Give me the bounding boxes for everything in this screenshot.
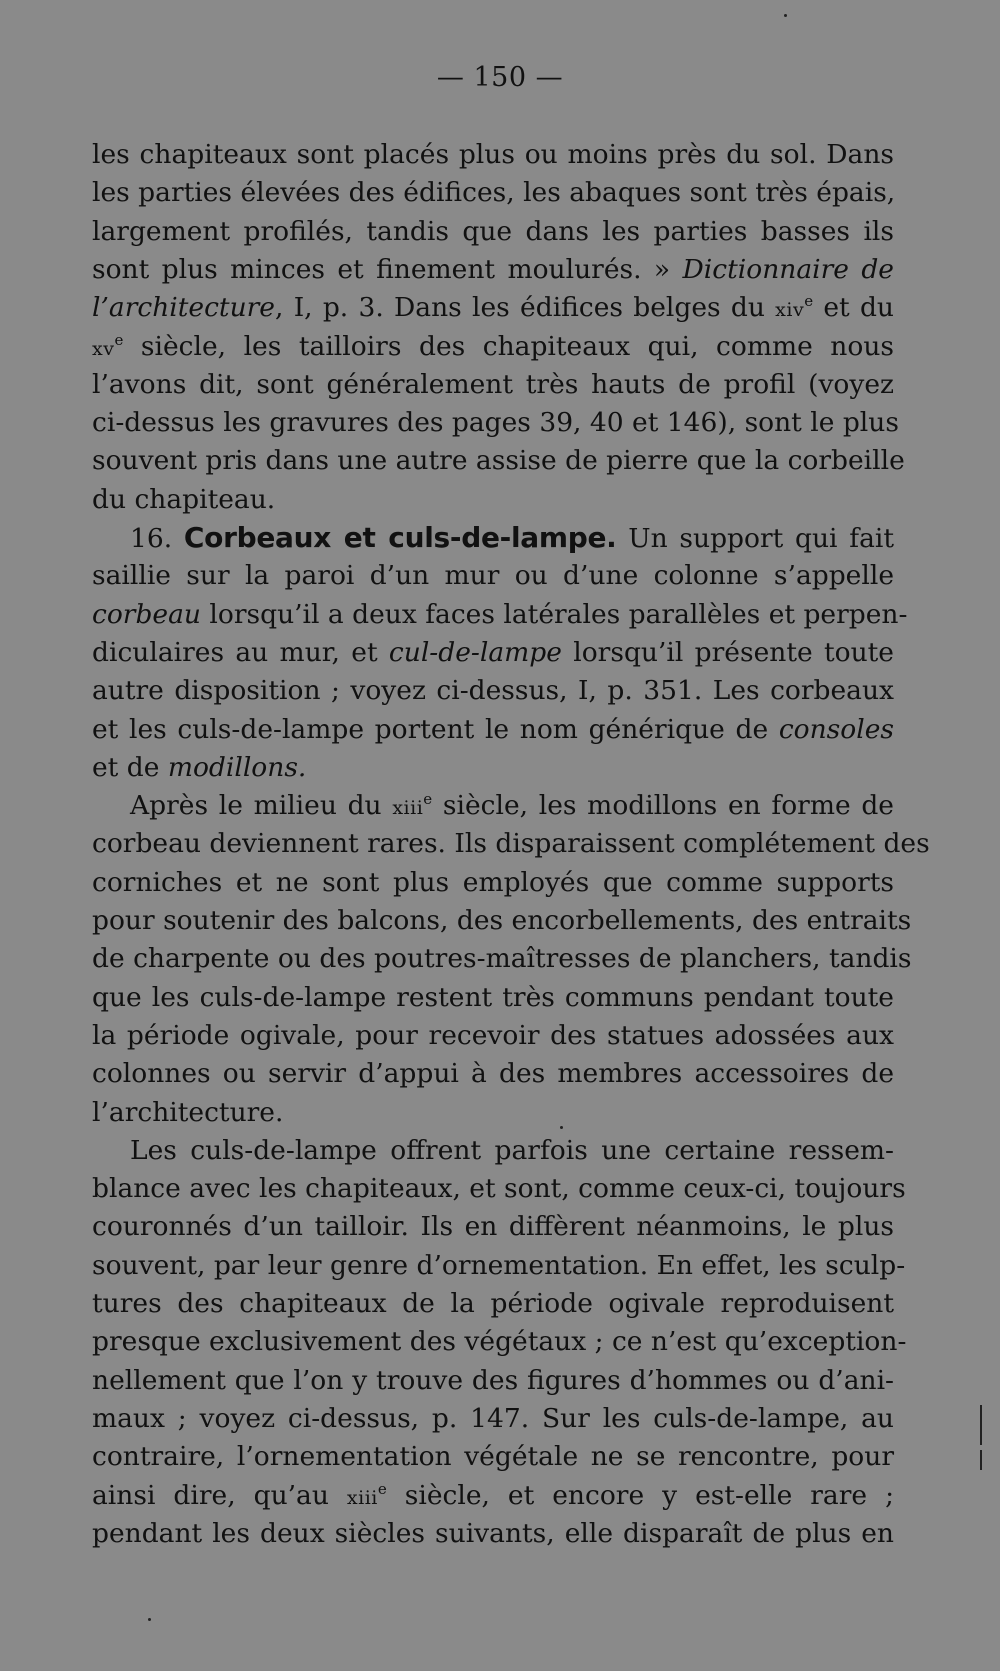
text-line — [92, 366, 894, 404]
text-run: xiii — [392, 797, 424, 820]
text-run: Après le milieu du — [130, 790, 393, 822]
text-line — [92, 1208, 894, 1246]
italic-term: Dictionnaire de — [682, 253, 894, 285]
text-line — [130, 787, 894, 827]
text-line — [92, 634, 894, 672]
text-run: pour soutenir des balcons, des encorbellements, des entraits — [92, 905, 912, 936]
text-line — [130, 1132, 894, 1170]
text-run: 16. — [130, 523, 184, 554]
text-run: lorsqu’il a deux faces latérales parallèles et perpen- — [200, 598, 908, 630]
text-line — [92, 1247, 906, 1285]
text-run: et les culs-de-lampe portent le nom générique de — [92, 713, 779, 745]
text-run: souvent, par leur genre d’ornementation. En effet, les sculp- — [92, 1249, 906, 1281]
text-run: nellement que l’on y trouve des figures d’hommes ou d’ani- — [92, 1364, 894, 1396]
text-run: blance avec les chapiteaux, et sont, comme ceux-ci, toujours — [92, 1173, 906, 1205]
text-line — [92, 289, 894, 329]
text-run: les parties élevées des édifices, les abaques sont très épais, — [92, 177, 896, 209]
speck-mark — [784, 14, 787, 17]
text-line — [92, 749, 894, 787]
text-line — [92, 404, 899, 442]
text-run: pendant les deux siècles suivants, elle disparaît de plus en — [92, 1517, 894, 1549]
text-run: colonnes ou servir d’appui à des membres accessoires de — [92, 1058, 894, 1090]
text-line — [92, 825, 930, 863]
text-line — [92, 136, 894, 174]
text-line — [92, 1170, 906, 1208]
italic-term: modillons. — [167, 751, 307, 783]
text-run: xiv — [775, 299, 805, 322]
text-run: Un support qui fait — [616, 523, 894, 554]
text-run: siècle, les modillons en forme de — [432, 790, 894, 822]
text-line — [92, 251, 894, 289]
text-line — [92, 1094, 894, 1132]
text-run: ainsi dire, qu’au — [92, 1479, 347, 1511]
text-run: , I, p. 3. Dans les édifices belges du — [275, 292, 776, 324]
text-line — [92, 1055, 894, 1093]
text-line — [130, 519, 894, 558]
text-line — [92, 1515, 894, 1553]
text-line — [92, 1400, 894, 1438]
italic-term: consoles — [778, 713, 894, 745]
italic-term: cul-de-lampe — [388, 636, 562, 668]
text-line — [92, 442, 905, 480]
superscript: e — [377, 1479, 387, 1498]
text-run: corniches et ne sont plus employés que comme supports — [92, 866, 894, 898]
text-run: largement profilés, tandis que dans les parties basses ils — [92, 215, 894, 247]
text-run: les chapiteaux sont placés plus ou moins près du sol. Dans — [92, 139, 894, 170]
superscript: e — [114, 330, 124, 349]
section-heading: Corbeaux et culs-de-lampe. — [183, 521, 617, 554]
italic-term: corbeau — [92, 598, 201, 630]
text-line — [92, 940, 912, 978]
italic-term: l’architecture — [92, 292, 275, 324]
margin-mark — [980, 1405, 982, 1445]
text-run: xv — [92, 337, 115, 360]
text-line — [92, 1285, 894, 1323]
text-line — [92, 902, 912, 940]
speck-mark — [148, 1618, 151, 1621]
speck-mark — [560, 1126, 563, 1129]
text-run: de charpente ou des poutres-maîtresses de planchers, tandis — [92, 943, 912, 975]
superscript: e — [423, 790, 433, 809]
text-run: siècle, et encore y est-elle rare ; — [386, 1479, 894, 1511]
text-run: du chapiteau. — [92, 483, 276, 515]
text-run: sont plus minces et finement moulurés. » — [92, 253, 683, 285]
text-run: souvent pris dans une autre assise de pierre que la corbeille — [92, 445, 905, 477]
text-line — [92, 596, 908, 634]
text-run: et du — [813, 292, 894, 324]
text-run: ci-dessus les gravures des pages 39, 40 et 146), sont le plus — [92, 407, 899, 439]
text-run: tures des chapiteaux de la période ogivale reproduisent — [92, 1288, 894, 1319]
text-line — [92, 1477, 894, 1517]
text-run: l’architecture. — [92, 1096, 284, 1128]
text-line — [92, 481, 894, 519]
text-line — [92, 1362, 894, 1400]
text-run: lorsqu’il présente toute — [561, 636, 894, 668]
text-line — [92, 979, 894, 1017]
text-line — [92, 1438, 894, 1476]
text-run: diculaires au mur, et — [92, 636, 389, 668]
text-run: l’avons dit, sont généralement très hauts de profil (voyez — [92, 368, 894, 400]
text-run: maux ; voyez ci-dessus, p. 147. Sur les culs-de-lampe, au — [92, 1402, 894, 1434]
text-line — [92, 557, 894, 595]
text-line — [92, 328, 894, 368]
text-line — [92, 672, 894, 710]
text-run: la période ogivale, pour recevoir des statues adossées aux — [92, 1019, 894, 1051]
text-run: corbeau deviennent rares. Ils disparaissent complétement des — [92, 828, 930, 860]
text-line — [92, 1323, 907, 1361]
page-number: — 150 — — [436, 62, 564, 93]
text-line — [92, 864, 894, 902]
superscript: e — [804, 292, 814, 311]
text-run: presque exclusivement des végétaux ; ce n’est qu’exception- — [92, 1326, 907, 1358]
text-run: saillie sur la paroi d’un mur ou d’une colonne s’appelle — [92, 560, 894, 592]
text-line — [92, 174, 894, 212]
text-run: contraire, l’ornementation végétale ne se rencontre, pour — [92, 1441, 894, 1473]
text-run: et de — [92, 751, 168, 783]
text-run: autre disposition ; voyez ci-dessus, I, p. 351. Les corbeaux — [92, 675, 894, 707]
text-run: xiii — [346, 1486, 378, 1509]
margin-mark — [980, 1450, 982, 1470]
text-line — [92, 1017, 894, 1055]
text-line — [92, 213, 894, 251]
text-run: couronnés d’un tailloir. Ils en diffèrent néanmoins, le plus — [92, 1211, 894, 1243]
text-run: que les culs-de-lampe restent très communs pendant toute — [92, 981, 894, 1013]
text-run: siècle, les tailloirs des chapiteaux qui, comme nous — [123, 330, 894, 362]
text-run: Les culs-de-lampe offrent parfois une certaine ressem- — [130, 1134, 894, 1166]
text-line — [92, 711, 894, 749]
